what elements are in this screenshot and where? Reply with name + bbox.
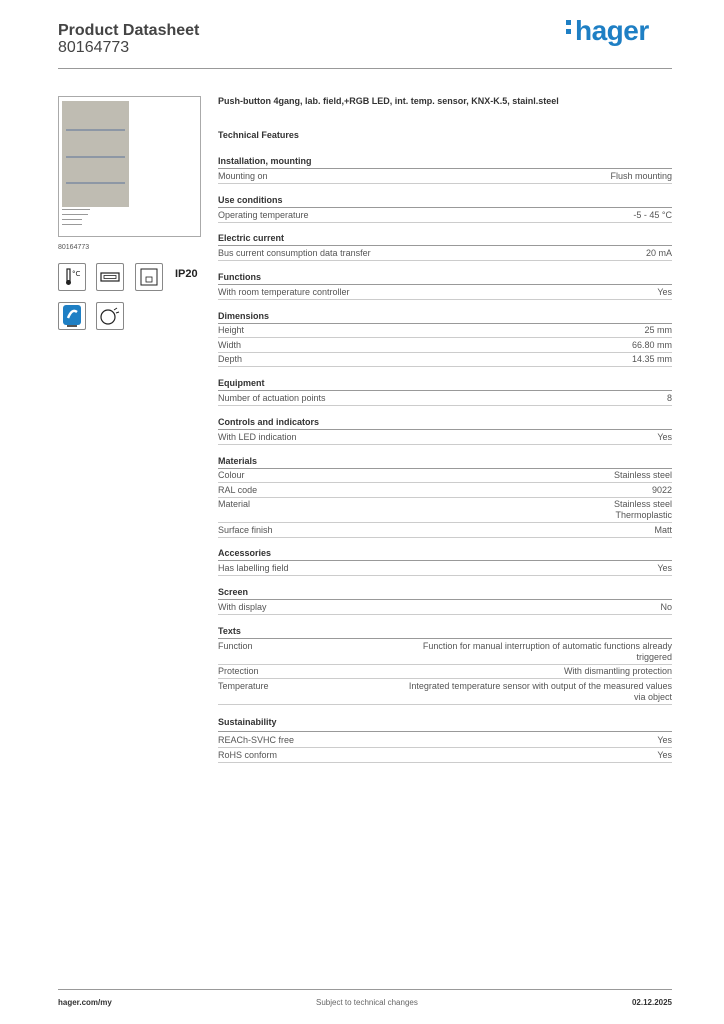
row-label: RoHS conform bbox=[218, 750, 278, 760]
row-label: REACh-SVHC free bbox=[218, 735, 295, 745]
row-label: Material bbox=[218, 499, 251, 509]
row-value-continued: triggered bbox=[636, 652, 672, 662]
product-image bbox=[58, 96, 201, 237]
row-value: Flush mounting bbox=[610, 171, 672, 181]
row-value: Yes bbox=[657, 735, 672, 745]
footer-notice: Subject to technical changes bbox=[316, 998, 418, 1007]
image-label-lines bbox=[62, 209, 90, 229]
row-value: 14.35 mm bbox=[631, 354, 672, 364]
row-value-continued: via object bbox=[633, 692, 672, 702]
svg-text:°C: °C bbox=[72, 270, 81, 278]
push-button-plate bbox=[62, 101, 129, 207]
row-value: 66.80 mm bbox=[631, 340, 672, 350]
row-value: 8 bbox=[666, 393, 672, 403]
row-value: Yes bbox=[657, 432, 672, 442]
ip-rating-label: IP20 bbox=[175, 268, 198, 280]
section-title: Texts bbox=[218, 626, 241, 636]
row-label: Function bbox=[218, 641, 253, 651]
row-value: Yes bbox=[657, 750, 672, 760]
footer-divider bbox=[58, 989, 672, 990]
technical-features-heading: Technical Features bbox=[218, 130, 299, 140]
logo-text: hager bbox=[575, 15, 649, 46]
flush-mount-icon bbox=[135, 263, 163, 291]
section-title: Use conditions bbox=[218, 195, 283, 205]
row-label: With LED indication bbox=[218, 432, 297, 442]
row-value: Matt bbox=[654, 525, 672, 535]
row-value: Function for manual interruption of automatic functions already bbox=[422, 641, 672, 651]
row-value: No bbox=[660, 602, 672, 612]
section-title: Electric current bbox=[218, 233, 285, 243]
row-value: Yes bbox=[657, 563, 672, 573]
row-label: Surface finish bbox=[218, 525, 273, 535]
section-title: Controls and indicators bbox=[218, 417, 320, 427]
section-title: Accessories bbox=[218, 548, 272, 558]
section-title: Materials bbox=[218, 456, 258, 466]
section-title: Equipment bbox=[218, 378, 265, 388]
row-value: -5 - 45 °C bbox=[633, 210, 672, 220]
knx-module-icon bbox=[96, 263, 124, 291]
row-value: 25 mm bbox=[644, 325, 672, 335]
row-value: Integrated temperature sensor with output of the measured values bbox=[408, 681, 672, 691]
row-label: Width bbox=[218, 340, 242, 350]
app-badge-icon bbox=[58, 302, 86, 330]
row-label: Has labelling field bbox=[218, 563, 289, 573]
image-caption: 80164773 bbox=[58, 244, 90, 251]
page-title: Product Datasheet bbox=[58, 22, 200, 39]
row-label: Number of actuation points bbox=[218, 393, 326, 403]
row-label: Protection bbox=[218, 666, 259, 676]
section-title: Dimensions bbox=[218, 311, 270, 321]
temperature-sensor-icon bbox=[58, 263, 86, 291]
row-label: With display bbox=[218, 602, 267, 612]
row-label: Depth bbox=[218, 354, 243, 364]
product-number: 80164773 bbox=[58, 39, 130, 56]
row-label: Temperature bbox=[218, 681, 269, 691]
section-title: Installation, mounting bbox=[218, 156, 312, 166]
row-label: Bus current consumption data transfer bbox=[218, 248, 371, 258]
row-value-continued: Thermoplastic bbox=[615, 510, 672, 520]
row-value: Stainless steel bbox=[613, 470, 672, 480]
product-name: Push-button 4gang, lab. field,+RGB LED, int. temp. sensor, KNX-K.5, stainl.steel bbox=[218, 96, 559, 106]
footer-date: 02.12.2025 bbox=[631, 998, 672, 1007]
section-title: Screen bbox=[218, 587, 249, 597]
hager-logo[interactable] bbox=[566, 15, 649, 47]
row-value: With dismantling protection bbox=[563, 666, 672, 676]
row-value: 9022 bbox=[651, 485, 672, 495]
row-label: RAL code bbox=[218, 485, 258, 495]
rgb-led-icon bbox=[96, 302, 124, 330]
header-divider bbox=[58, 68, 672, 69]
footer-website-link[interactable]: hager.com/my bbox=[58, 998, 112, 1007]
row-value: Yes bbox=[657, 287, 672, 297]
row-label: With room temperature controller bbox=[218, 287, 350, 297]
row-label: Mounting on bbox=[218, 171, 268, 181]
row-value: Stainless steel bbox=[613, 499, 672, 509]
section-title: Functions bbox=[218, 272, 261, 282]
row-label: Height bbox=[218, 325, 245, 335]
row-label: Colour bbox=[218, 470, 245, 480]
logo-dots-icon bbox=[566, 16, 572, 38]
row-label: Operating temperature bbox=[218, 210, 309, 220]
row-value: 20 mA bbox=[645, 248, 672, 258]
section-title: Sustainability bbox=[218, 717, 277, 727]
